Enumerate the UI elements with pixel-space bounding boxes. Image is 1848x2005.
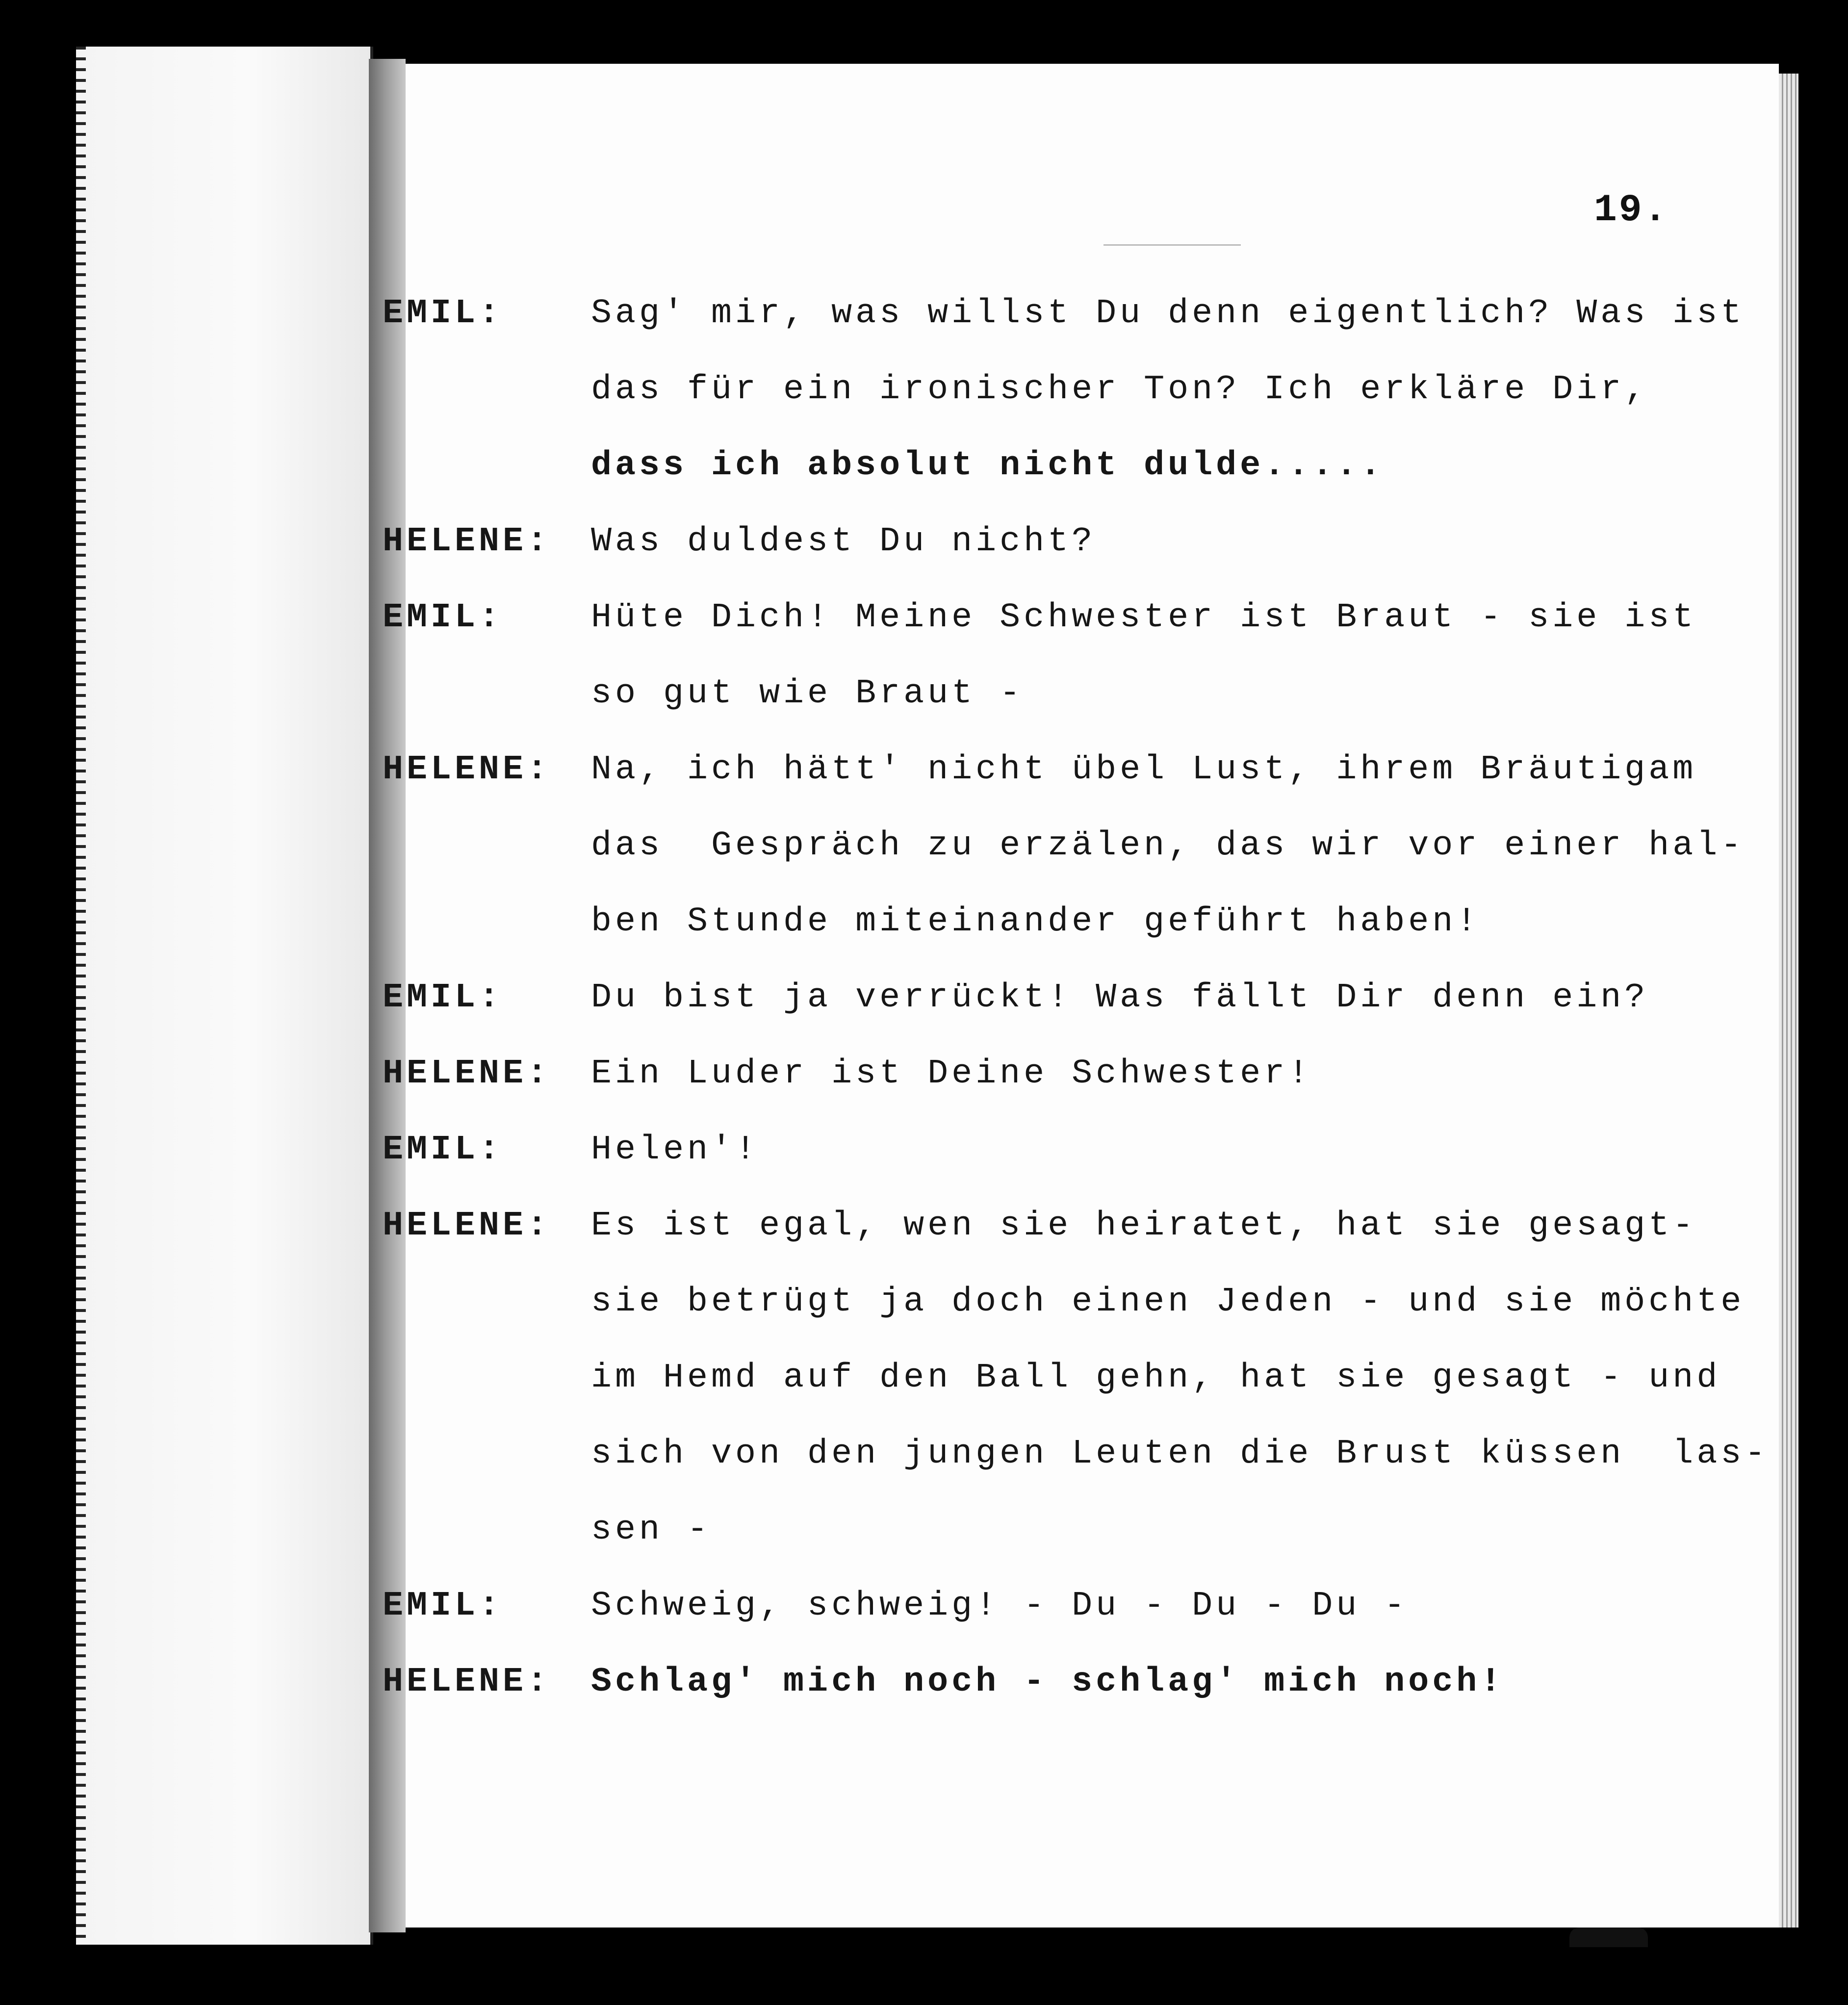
dialogue-line — [383, 978, 1766, 1054]
dialogue-line — [383, 1283, 1766, 1359]
dialogue-line — [383, 446, 1766, 522]
line-text: das für ein ironischer Ton? Ich erkläre Dir, — [591, 370, 1649, 409]
line-text: Was duldest Du nicht? — [591, 522, 1096, 561]
dialogue-line — [383, 1511, 1766, 1587]
line-text: das Gespräch zu erzälen, das wir vor einer hal- — [591, 826, 1745, 865]
line-text: sie betrügt ja doch einen Jeden - und sie möchte — [591, 1283, 1745, 1321]
dialogue-block — [383, 294, 1769, 1739]
speaker-label: EMIL: — [383, 598, 503, 637]
dialogue-line — [383, 826, 1766, 902]
dialogue-line — [383, 1054, 1766, 1131]
dialogue-line — [383, 1435, 1769, 1511]
binding-clip-mark — [1569, 1928, 1648, 1947]
speaker-label: HELENE: — [383, 1054, 551, 1093]
dialogue-line — [383, 1587, 1766, 1663]
speaker-label: HELENE: — [383, 1207, 551, 1245]
line-text: sen - — [591, 1511, 712, 1549]
dialogue-line — [383, 294, 1766, 370]
line-text: Es ist egal, wen sie heiratet, hat sie gesagt- — [591, 1207, 1697, 1245]
speaker-label: EMIL: — [383, 294, 503, 333]
page-number: 19. — [1594, 189, 1669, 232]
dialogue-line — [383, 1131, 1766, 1207]
line-text: Na, ich hätt' nicht übel Lust, ihrem Bräutigam — [591, 750, 1697, 789]
dialogue-line — [383, 1663, 1766, 1739]
torn-edge — [71, 47, 86, 1945]
dialogue-line — [383, 902, 1766, 978]
speaker-label: EMIL: — [383, 978, 503, 1017]
line-text: Sag' mir, was willst Du denn eigentlich? Was ist — [591, 294, 1745, 333]
dialogue-line — [383, 522, 1766, 598]
speaker-label: EMIL: — [383, 1587, 503, 1625]
faint-rule — [1104, 244, 1241, 246]
dialogue-line — [383, 370, 1766, 446]
dialogue-line — [383, 598, 1766, 674]
line-text: Schweig, schweig! - Du - Du - Du - — [591, 1587, 1409, 1625]
page-stack-edge — [1779, 74, 1798, 1928]
line-text: ben Stunde miteinander geführt haben! — [591, 902, 1481, 941]
line-text: sich von den jungen Leuten die Brust küssen las- — [591, 1435, 1769, 1473]
speaker-label: HELENE: — [383, 750, 551, 789]
previous-page-edge — [76, 47, 373, 1945]
line-text: Du bist ja verrückt! Was fällt Dir denn ein? — [591, 978, 1649, 1017]
line-text: Schlag' mich noch - schlag' mich noch! — [591, 1663, 1505, 1701]
line-text: so gut wie Braut - — [591, 674, 1024, 713]
speaker-label: HELENE: — [383, 522, 551, 561]
line-text: Helen'! — [591, 1131, 760, 1169]
line-text: Hüte Dich! Meine Schwester ist Braut - sie ist — [591, 598, 1697, 637]
line-text: Ein Luder ist Deine Schwester! — [591, 1054, 1312, 1093]
speaker-label: EMIL: — [383, 1131, 503, 1169]
dialogue-line — [383, 750, 1766, 826]
line-text: im Hemd auf den Ball gehn, hat sie gesagt - und — [591, 1359, 1721, 1397]
speaker-label: HELENE: — [383, 1663, 551, 1701]
dialogue-line — [383, 674, 1766, 750]
line-text: dass ich absolut nicht dulde..... — [591, 446, 1385, 485]
dialogue-line — [383, 1207, 1766, 1283]
dialogue-line — [383, 1359, 1766, 1435]
